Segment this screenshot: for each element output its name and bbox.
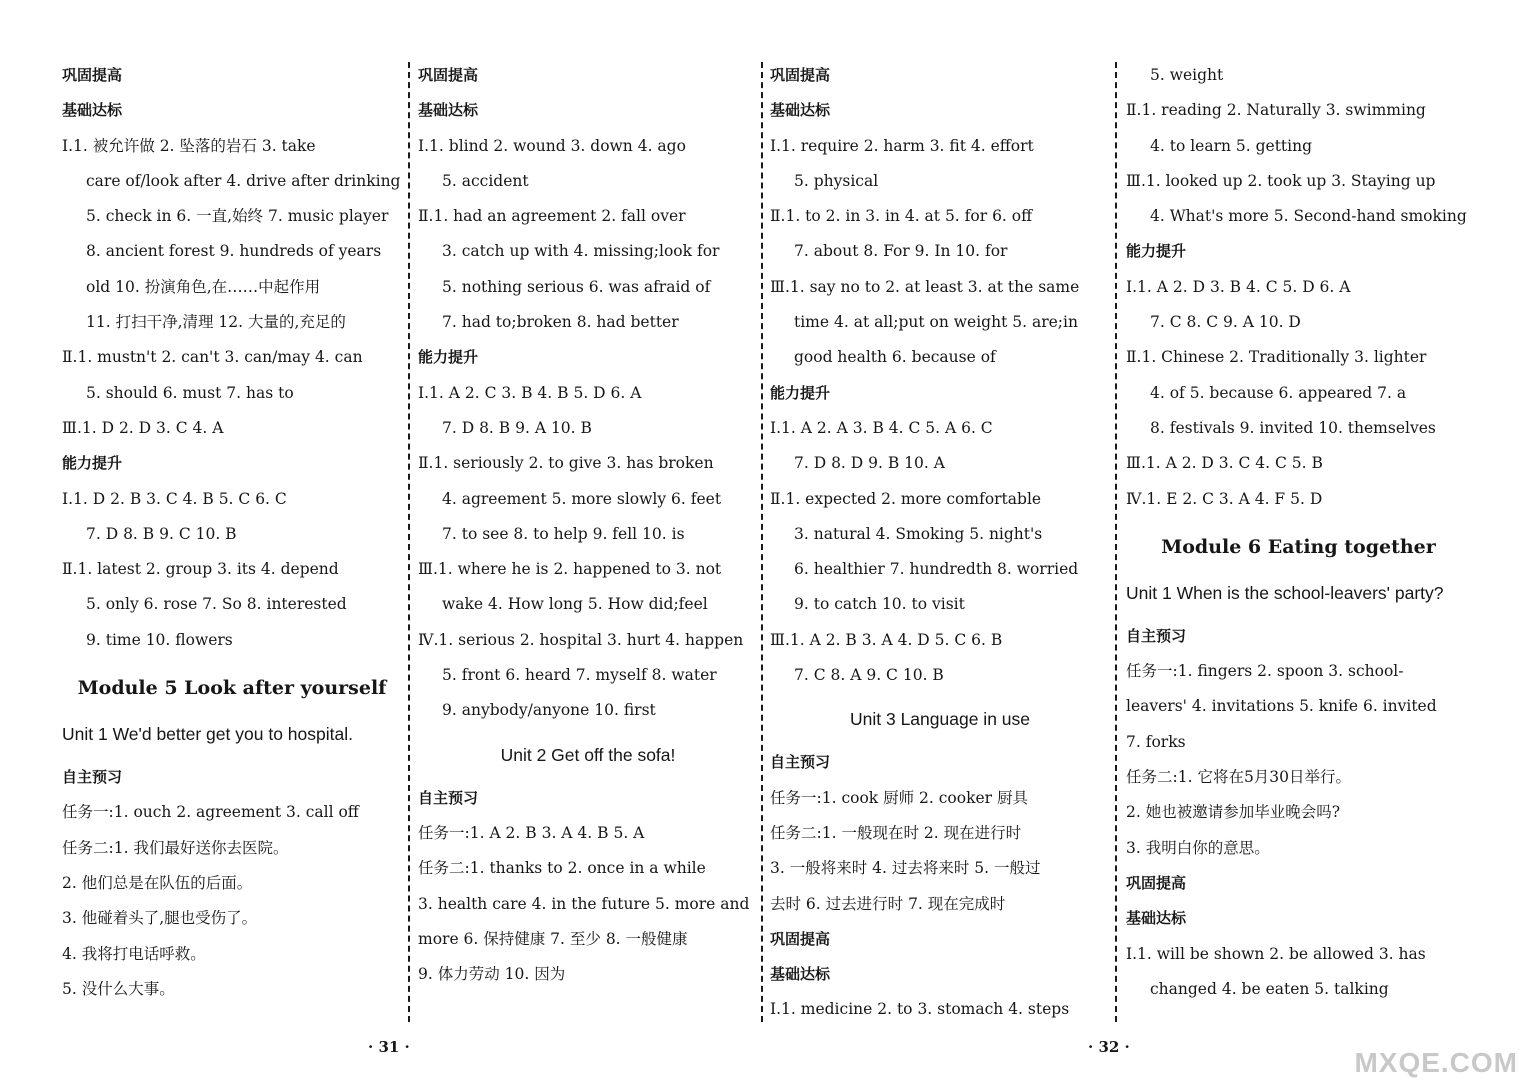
answer-line: 任务二:1. 我们最好送你去医院。 bbox=[62, 838, 289, 857]
answer-line: wake 4. How long 5. How did;feel bbox=[442, 595, 708, 614]
answer-line: 8. ancient forest 9. hundreds of years bbox=[86, 242, 382, 261]
answer-line: Ⅰ.1. D 2. B 3. C 4. B 5. C 6. C bbox=[62, 489, 287, 508]
watermark-logo: MXQE.COM bbox=[1354, 1047, 1518, 1078]
section-heading: 自主预习 bbox=[418, 788, 479, 807]
answer-line: 9. to catch 10. to visit bbox=[794, 595, 965, 614]
page-number-left: · 31 · bbox=[368, 1038, 410, 1056]
answer-line: care of/look after 4. drive after drinking bbox=[86, 171, 401, 190]
answer-line: 7. to see 8. to help 9. fell 10. is bbox=[442, 524, 685, 543]
section-heading: 能力提升 bbox=[1126, 242, 1187, 261]
answer-line: Ⅰ.1. require 2. harm 3. fit 4. effort bbox=[770, 136, 1034, 155]
column-divider bbox=[761, 62, 763, 1022]
answer-line: 4. agreement 5. more slowly 6. feet bbox=[442, 489, 722, 508]
answer-line: Ⅲ.1. A 2. D 3. C 4. C 5. B bbox=[1126, 454, 1323, 473]
section-heading: 巩固提高 bbox=[770, 66, 831, 84]
answer-line: 任务二:1. thanks to 2. once in a while bbox=[418, 859, 706, 878]
answer-line: 5. 没什么大事。 bbox=[62, 979, 175, 998]
module-title: Module 5 Look after yourself bbox=[77, 677, 387, 700]
answer-line: 3. catch up with 4. missing;look for bbox=[442, 242, 720, 261]
answer-line: 8. festivals 9. invited 10. themselves bbox=[1150, 418, 1436, 437]
answer-line: 5. should 6. must 7. has to bbox=[86, 383, 294, 402]
answer-line: 任务二:1. 它将在5月30日举行。 bbox=[1126, 768, 1352, 787]
answer-line: Ⅱ.1. Chinese 2. Traditionally 3. lighter bbox=[1126, 348, 1427, 367]
section-heading: 基础达标 bbox=[770, 965, 831, 984]
answer-line: 7. had to;broken 8. had better bbox=[442, 313, 679, 332]
column-3 bbox=[770, 58, 1110, 1028]
answer-line: 7. C 8. A 9. C 10. B bbox=[794, 666, 944, 685]
section-heading: 基础达标 bbox=[62, 101, 123, 120]
answer-line: 任务二:1. 一般现在时 2. 现在进行时 bbox=[770, 823, 1022, 842]
answer-line: 7. D 8. B 9. C 10. B bbox=[86, 524, 237, 543]
answer-line: 4. 我将打电话呼救。 bbox=[62, 944, 206, 963]
unit-title: Unit 2 Get off the sofa! bbox=[500, 744, 676, 765]
unit-title: Unit 1 We'd better get you to hospital. bbox=[62, 724, 353, 745]
answer-line: Ⅱ.1. to 2. in 3. in 4. at 5. for 6. off bbox=[770, 207, 1033, 226]
column-4 bbox=[1126, 58, 1471, 1007]
answer-line: Ⅲ.1. say no to 2. at least 3. at the same bbox=[770, 277, 1080, 296]
answer-line: 9. anybody/anyone 10. first bbox=[442, 701, 656, 720]
section-heading: 能力提升 bbox=[418, 348, 479, 367]
section-heading: 自主预习 bbox=[1126, 626, 1187, 645]
section-heading: 巩固提高 bbox=[770, 929, 831, 948]
page-number-right: · 32 · bbox=[1088, 1038, 1130, 1056]
answer-line: 任务一:1. cook 厨师 2. cooker 厨具 bbox=[770, 788, 1028, 807]
section-heading: 自主预习 bbox=[62, 768, 123, 787]
answer-line: 5. nothing serious 6. was afraid of bbox=[442, 277, 711, 296]
answer-line: Ⅱ.1. expected 2. more comfortable bbox=[770, 489, 1042, 508]
answer-line: 3. 他碰着头了,腿也受伤了。 bbox=[62, 909, 258, 928]
answer-line: 5. weight bbox=[1150, 66, 1224, 84]
answer-line: Ⅲ.1. looked up 2. took up 3. Staying up bbox=[1126, 171, 1436, 190]
answer-line: 3. 我明白你的意思。 bbox=[1126, 838, 1270, 857]
answer-line: 3. natural 4. Smoking 5. night's bbox=[794, 524, 1043, 543]
answer-line: 5. only 6. rose 7. So 8. interested bbox=[86, 595, 347, 614]
module-title: Module 6 Eating together bbox=[1161, 535, 1436, 558]
answer-line: Ⅱ.1. reading 2. Naturally 3. swimming bbox=[1126, 101, 1426, 120]
answer-line: 5. front 6. heard 7. myself 8. water bbox=[442, 666, 717, 685]
section-heading: 巩固提高 bbox=[418, 66, 479, 84]
section-heading: 能力提升 bbox=[770, 383, 831, 402]
answer-line: Ⅰ.1. A 2. A 3. B 4. C 5. A 6. C bbox=[770, 418, 993, 437]
section-heading: 基础达标 bbox=[770, 101, 831, 120]
answer-line: Ⅲ.1. A 2. B 3. A 4. D 5. C 6. B bbox=[770, 630, 1003, 649]
answer-line: 7. forks bbox=[1126, 732, 1186, 751]
answer-line: Ⅰ.1. will be shown 2. be allowed 3. has bbox=[1126, 944, 1426, 963]
answer-line: time 4. at all;put on weight 5. are;in bbox=[794, 313, 1078, 332]
answer-line: Ⅰ.1. A 2. D 3. B 4. C 5. D 6. A bbox=[1126, 277, 1351, 296]
answer-line: 4. to learn 5. getting bbox=[1150, 136, 1313, 155]
answer-line: Ⅰ.1. medicine 2. to 3. stomach 4. steps bbox=[770, 1000, 1070, 1019]
answer-line: 7. D 8. B 9. A 10. B bbox=[442, 418, 592, 437]
answer-line: Ⅱ.1. seriously 2. to give 3. has broken bbox=[418, 454, 714, 473]
answer-line: Ⅱ.1. mustn't 2. can't 3. can/may 4. can bbox=[62, 348, 363, 367]
answer-line: leavers' 4. invitations 5. knife 6. invited bbox=[1126, 697, 1437, 716]
answer-line: Ⅱ.1. had an agreement 2. fall over bbox=[418, 207, 686, 226]
unit-title: Unit 1 When is the school-leavers' party? bbox=[1126, 582, 1444, 603]
answer-line: Ⅰ.1. A 2. C 3. B 4. B 5. D 6. A bbox=[418, 383, 642, 402]
answer-line: 2. 他们总是在队伍的后面。 bbox=[62, 873, 253, 892]
unit-title: Unit 3 Language in use bbox=[850, 709, 1030, 730]
answer-line: 4. What's more 5. Second-hand smoking bbox=[1150, 207, 1467, 226]
answer-line: 9. 体力劳动 10. 因为 bbox=[418, 965, 566, 984]
answer-line: 6. healthier 7. hundredth 8. worried bbox=[794, 560, 1079, 579]
section-heading: 自主预习 bbox=[770, 753, 831, 772]
section-heading: 基础达标 bbox=[418, 101, 479, 120]
answer-line: 5. physical bbox=[794, 171, 879, 190]
section-heading: 巩固提高 bbox=[1126, 873, 1187, 892]
section-heading: 基础达标 bbox=[1126, 909, 1187, 928]
answer-line: 9. time 10. flowers bbox=[86, 630, 233, 649]
answer-line: 7. D 8. D 9. B 10. A bbox=[794, 454, 945, 473]
answer-line: 任务一:1. A 2. B 3. A 4. B 5. A bbox=[418, 823, 645, 842]
answer-line: Ⅱ.1. latest 2. group 3. its 4. depend bbox=[62, 560, 339, 579]
answer-line: 任务一:1. ouch 2. agreement 3. call off bbox=[62, 803, 359, 822]
answer-line: 去时 6. 过去进行时 7. 现在完成时 bbox=[770, 894, 1006, 913]
answer-line: good health 6. because of bbox=[794, 348, 996, 367]
answer-line: 7. about 8. For 9. In 10. for bbox=[794, 242, 1008, 261]
section-heading: 巩固提高 bbox=[62, 66, 123, 84]
answer-line: 11. 打扫干净,清理 12. 大量的,充足的 bbox=[86, 313, 346, 332]
answer-line: Ⅳ.1. E 2. C 3. A 4. F 5. D bbox=[1126, 489, 1323, 508]
answer-line: Ⅲ.1. where he is 2. happened to 3. not bbox=[418, 560, 722, 579]
answer-line: Ⅰ.1. blind 2. wound 3. down 4. ago bbox=[418, 136, 686, 155]
answer-line: old 10. 扮演角色,在……中起作用 bbox=[86, 277, 321, 296]
answer-line: Ⅰ.1. 被允许做 2. 坠落的岩石 3. take bbox=[62, 136, 316, 155]
answer-line: changed 4. be eaten 5. talking bbox=[1150, 979, 1389, 998]
answer-line: 任务一:1. fingers 2. spoon 3. school- bbox=[1126, 662, 1404, 681]
answer-line: 2. 她也被邀请参加毕业晚会吗? bbox=[1126, 803, 1341, 822]
answer-line: Ⅲ.1. D 2. D 3. C 4. A bbox=[62, 418, 224, 437]
section-heading: 能力提升 bbox=[62, 454, 123, 473]
column-divider bbox=[1115, 62, 1117, 1022]
answer-line: more 6. 保持健康 7. 至少 8. 一般健康 bbox=[418, 929, 688, 948]
column-1 bbox=[62, 58, 402, 1007]
answer-line: 3. 一般将来时 4. 过去将来时 5. 一般过 bbox=[770, 859, 1041, 878]
answer-line: 7. C 8. C 9. A 10. D bbox=[1150, 313, 1301, 332]
answer-line: Ⅳ.1. serious 2. hospital 3. hurt 4. happen bbox=[418, 630, 744, 649]
answer-line: 5. check in 6. 一直,始终 7. music player bbox=[86, 207, 389, 226]
answer-line: 4. of 5. because 6. appeared 7. a bbox=[1150, 383, 1407, 402]
answer-line: 3. health care 4. in the future 5. more and bbox=[418, 894, 750, 913]
answer-line: 5. accident bbox=[442, 171, 529, 190]
column-divider bbox=[408, 62, 410, 1022]
column-2 bbox=[418, 58, 758, 992]
